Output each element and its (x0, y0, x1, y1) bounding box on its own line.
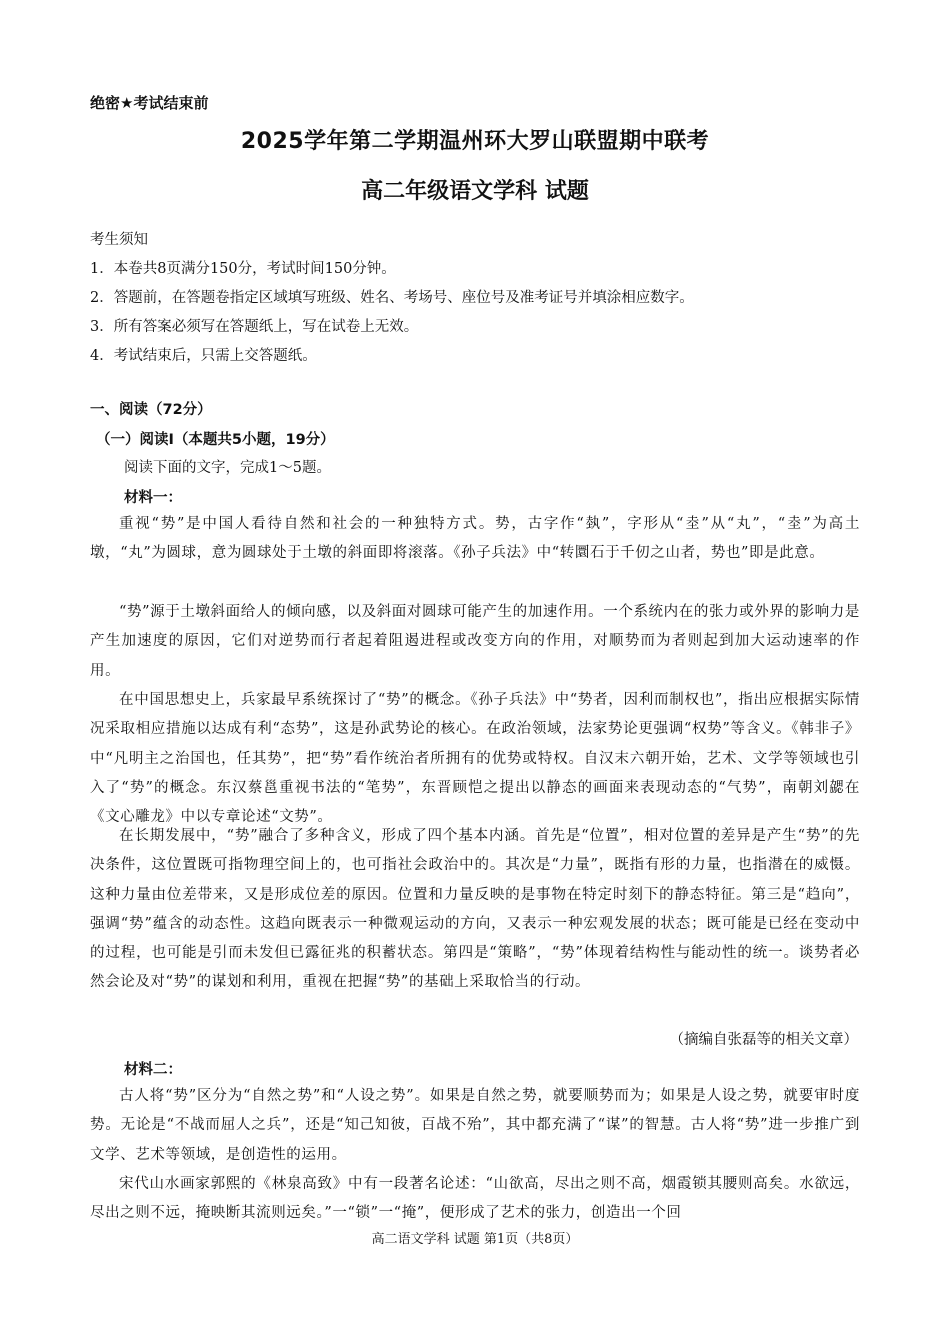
notice-item: 3．所有答案必须写在答题纸上，写在试卷上无效。 (90, 319, 419, 335)
material-one-paragraph: 在长期发展中，“势”融合了多种含义，形成了四个基本内涵。首先是“位置”，相对位置的差异是产生“势”的先决条件，这位置既可指物理空间上的，也可指社会政治中的。其次是“力量”，既指有形的力量，也指潜在的威慑。这种力量由位差带来，又是形成位差的原因。位置和力量反映的是事物在特定时刻下的静态特征。第三是“趋向”，强调“势”蕴含的动态性。这趋向既表示一种微观运动的方向，又表示一种宏观发展的状态；既可能是已经在变动中的过程，也可能是引而未发但已露征兆的积蓄状态。第四是“策略”，“势”体现着结构性与能动性的统一。谈势者必然会论及对“势”的谋划和利用，重视在把握“势”的基础上采取恰当的行动。 (90, 828, 860, 991)
notice-item: 1．本卷共8页满分150分，考试时间150分钟。 (90, 261, 396, 277)
exam-subtitle: 高二年级语文学科 试题 (361, 179, 589, 204)
material-two-label: 材料二： (124, 1062, 182, 1078)
page-footer: 高二语文学科 试题 第1页（共8页） (371, 1232, 579, 1247)
reading-instruction: 阅读下面的文字，完成1～5题。 (124, 460, 331, 476)
notice-item: 2．答题前，在答题卷指定区域填写班级、姓名、考场号、座位号及准考证号并填涂相应数字。 (90, 290, 694, 306)
material-two-paragraph: 宋代山水画家郭熙的《林泉高致》中有一段著名论述：“山欲高，尽出之则不高，烟霞锁其腰则高矣。水欲远，尽出之则不远，掩映断其流则远矣。”一“锁”一“掩”，便形成了艺术的张力，创造出一个回 (90, 1176, 860, 1222)
material-one-paragraph: 重视“势”是中国人看待自然和社会的一种独特方式。势，古字作“埶”，字形从“坴”从“丸”，“坴”为高土墩，“丸”为圆球，意为圆球处于土墩的斜面即将滚落。《孙子兵法》中“转圜石于千仞之山者，势也”即是此意。 (90, 516, 860, 562)
notice-heading: 考生须知 (90, 232, 148, 248)
material-one-source: （摘编自张磊等的相关文章） (669, 1032, 858, 1048)
notice-item: 4．考试结束后，只需上交答题纸。 (90, 348, 317, 364)
material-one-label: 材料一： (124, 490, 182, 506)
candidate-notice (90, 226, 870, 371)
section-heading: 一、阅读（72分） (90, 402, 212, 418)
exam-title: 2025学年第二学期温州环大罗山联盟期中联考 (240, 129, 710, 154)
secret-mark: 绝密★考试结束前 (90, 94, 209, 112)
material-one-paragraph: 在中国思想史上，兵家最早系统探讨了“势”的概念。《孙子兵法》中“势者，因利而制权也”，指出应根据实际情况采取相应措施以达成有利“态势”，这是孙武势论的核心。在政治领域，法家势论更强调“权势”等含义。《韩非子》中“凡明主之治国也，任其势”，把“势”看作统治者所拥有的优势或特权。自汉末六朝开始，艺术、文学等领域也引入了“势”的概念。东汉蔡邕重视书法的“笔势”，东晋顾恺之提出以静态的画面来表现动态的“气势”，南朝刘勰在《文心雕龙》中以专章论述“文势”。 (90, 692, 860, 826)
subsection-heading: （一）阅读Ⅰ（本题共5小题，19分） (96, 432, 335, 448)
material-one-paragraph: “势”源于土墩斜面给人的倾向感，以及斜面对圆球可能产生的加速作用。一个系统内在的张力或外界的影响力是产生加速度的原因，它们对逆势而行者起着阻遏进程或改变方向的作用，对顺势而为者则起到加大运动速率的作用。 (90, 604, 860, 679)
material-two-paragraph: 古人将“势”区分为“自然之势”和“人设之势”。如果是自然之势，就要顺势而为；如果是人设之势，就要审时度势。无论是“不战而屈人之兵”，还是“知己知彼，百战不殆”，其中都充满了“谋”的智慧。古人将“势”进一步推广到文学、艺术等领域，是创造性的运用。 (90, 1088, 860, 1163)
